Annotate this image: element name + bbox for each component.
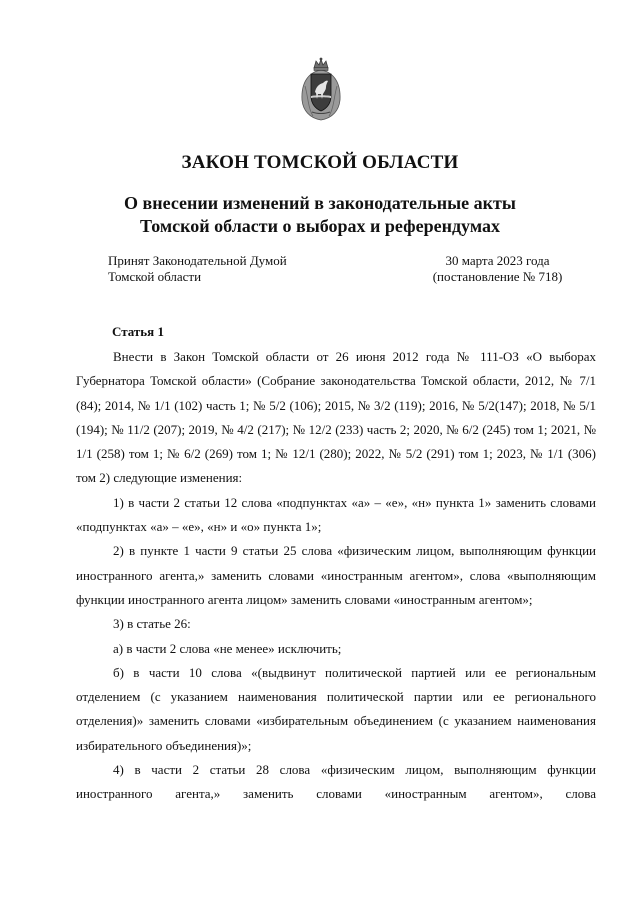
adoption-date-block — [420, 253, 575, 285]
law-subtitle-line-1: О внесении изменений в законодательные акты — [124, 193, 516, 213]
paragraph-item-2: 2) в пункте 1 части 9 статьи 25 слова «физическим лицом, выполняющим функции иностранного агента,» заменить словами «иностранным агентом», слова «выполняющим функции иностранного агента лицом» заменить словами «иностранным агентом»; — [76, 543, 596, 607]
adoption-date: 30 марта 2023 года — [445, 253, 550, 268]
paragraph-item-4: 4) в части 2 статьи 28 слова «физическим лицом, выполняющим функции иностранного агента,» заменить словами «иностранным агентом», слова — [76, 762, 596, 802]
coat-of-arms-icon — [299, 56, 343, 122]
adopted-by-line-2: Томской области — [108, 269, 202, 284]
adopted-by-block — [108, 253, 287, 285]
adopted-by-line-1: Принят Законодательной Думой — [108, 253, 287, 268]
resolution-number: (постановление № 718) — [432, 269, 563, 284]
law-subtitle — [80, 192, 560, 238]
paragraph-item-1: 1) в части 2 статьи 12 слова «подпунктах «а» – «е», «н» пункта 1» заменить словами «подпунктах «а» – «е», «н» и «о» пункта 1»; — [76, 494, 596, 535]
law-subtitle-line-2: Томской области о выборах и референдумах — [140, 216, 500, 236]
law-title: ЗАКОН ТОМСКОЙ ОБЛАСТИ — [181, 152, 459, 173]
paragraph-intro: Внести в Закон Томской области от 26 июня 2012 года № 111-ОЗ «О выборах Губернатора Томской области» (Собрание законодательства Томской области, 2012, № 7/1 (84); 2014, № 1/1 (102) часть 1; № 5/2 (106); 2015, № 3/2 (119); 2016, № 5/2(147); 2018, № 5/1 (194); № 11/2 (207); 2019, № 4/2 (217); № 12/2 (233) часть 2; 2020, № 6/2 (245) том 1; 2021, № 1/1 (258) том 1; № 6/2 (269) том 1; № 12/1 (280); 2022, № 5/2 (291) том 1; 2023, № 1/1 (306) том 2) следующие изменения: — [76, 349, 596, 486]
paragraph-item-3: 3) в статье 26: — [113, 616, 191, 632]
paragraph-item-3a: а) в части 2 слова «не менее» исключить; — [113, 640, 342, 656]
article-heading: Статья 1 — [112, 324, 164, 339]
paragraph-item-3b: б) в части 10 слова «(выдвинут политической партией или ее региональным отделением (с указанием наименования политической партии или ее регионального отделения)» заменить словами «избирательным объединением (с указанием наименования избирательного объединения)»; — [76, 664, 596, 753]
article-body — [76, 345, 596, 807]
